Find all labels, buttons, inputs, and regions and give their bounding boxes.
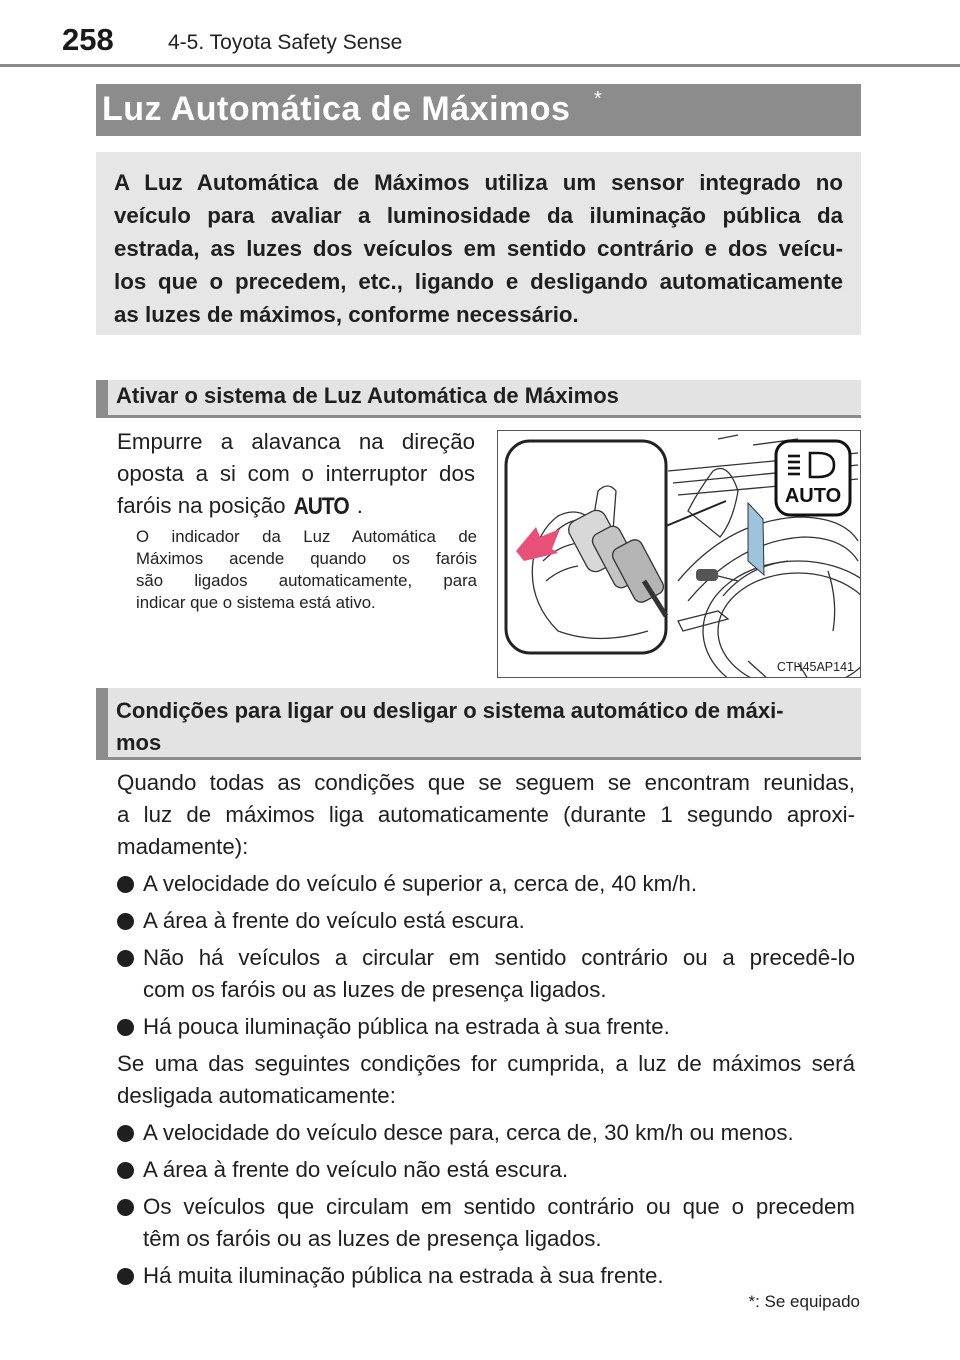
list-item-line: com os faróis ou as luzes de presença ligados.	[143, 977, 607, 1002]
list-item-line: A velocidade do veículo desce para, cerca de, 30 km/h ou menos.	[143, 1120, 794, 1145]
bullet-icon	[117, 876, 134, 893]
list-item	[117, 905, 855, 937]
footnote-asterisk-mark: *	[748, 1292, 756, 1311]
paragraph-line: Quando todas as condições que se seguem se encontram reunidas,	[117, 770, 855, 795]
section-heading-text: Ativar o sistema de Luz Automática de Máximos	[116, 383, 619, 408]
intro-line: as luzes de máximos, conforme necessário.	[114, 302, 579, 327]
running-head: 4-5. Toyota Safety Sense	[168, 31, 403, 54]
step-line	[117, 490, 475, 523]
footnote	[748, 1292, 860, 1312]
list-item-line: Há muita iluminação pública na estrada à sua frente.	[143, 1263, 664, 1288]
on-intro-paragraph	[117, 767, 855, 863]
switch-stub	[696, 569, 718, 581]
bullet-icon	[117, 913, 134, 930]
note-line: são ligados automaticamente, para	[136, 571, 477, 590]
intro-line: A Luz Automática de Máximos utiliza um sensor integrado no	[114, 170, 843, 195]
section-heading-text	[116, 695, 861, 759]
step-line: oposta a si com o interruptor dos	[117, 461, 475, 486]
list-item-line: Os veículos que circulam em sentido contrário ou que o precedem	[143, 1194, 855, 1219]
list-item	[117, 1191, 855, 1255]
note-line: Máximos acende quando os faróis	[136, 549, 477, 568]
list-item-line: A velocidade do veículo é superior a, cerca de, 40 km/h.	[143, 871, 698, 896]
cluster-panel	[748, 503, 764, 575]
step-line-text: faróis na posição	[117, 493, 286, 518]
intro-line: los que o precedem, etc., ligando e desligando automaticamente	[114, 269, 843, 294]
bullet-icon	[117, 1162, 134, 1179]
list-item	[117, 942, 855, 1006]
step-line-end: .	[356, 493, 363, 518]
footnote-text: : Se equipado	[755, 1292, 860, 1311]
bullet-icon	[117, 1199, 134, 1216]
illustration-svg	[498, 431, 861, 678]
list-item	[117, 1154, 855, 1186]
step-instruction	[117, 426, 475, 523]
bullet-icon	[117, 1125, 134, 1142]
paragraph-line: a luz de máximos liga automaticamente (durante 1 segundo aproxi-	[117, 802, 855, 827]
bullet-icon	[117, 950, 134, 967]
title-asterisk-mark: *	[594, 88, 602, 110]
list-item-line: Há pouca iluminação pública na estrada à sua frente.	[143, 1014, 670, 1039]
list-item	[117, 1011, 855, 1043]
figure-code: CTH45AP141	[776, 660, 854, 674]
list-item-line: A área à frente do veículo está escura.	[143, 908, 525, 933]
paragraph-line: desligada automaticamente:	[117, 1083, 396, 1108]
title-bar	[96, 84, 861, 136]
headlight-switch-illustration	[497, 430, 861, 678]
bullet-icon	[117, 1019, 134, 1036]
section-heading-conditions	[96, 688, 861, 760]
note-line: O indicador da Luz Automática de	[136, 527, 477, 546]
off-intro-paragraph	[117, 1048, 855, 1112]
note-line: indicar que o sistema está ativo.	[136, 593, 376, 612]
callout-leader	[666, 501, 726, 526]
list-item	[117, 1260, 855, 1292]
indicator-note	[136, 526, 477, 614]
paragraph-line: Se uma das seguintes condições for cumprida, a luz de máximos será	[117, 1051, 855, 1076]
list-item-line: A área à frente do veículo não está escura.	[143, 1157, 569, 1182]
bullet-icon	[117, 1268, 134, 1285]
section-heading-activate	[96, 380, 861, 418]
intro-box	[96, 152, 861, 335]
list-item	[117, 868, 855, 900]
page-number: 258	[62, 22, 114, 57]
page-title: Luz Automática de Máximos	[102, 90, 571, 128]
callout-auto-label: AUTO	[784, 485, 842, 507]
header-rule	[0, 64, 960, 67]
conditions-body	[117, 767, 855, 1292]
list-item-line: Não há veículos a circular em sentido contrário ou a precedê-lo	[143, 945, 855, 970]
step-line: Empurre a alavanca na direção	[117, 429, 475, 454]
paragraph-line: madamente):	[117, 834, 249, 859]
heading-line: mos	[116, 730, 162, 755]
intro-line: veículo para avaliar a luminosidade da iluminação pública da	[114, 203, 843, 228]
auto-symbol-icon: AUTO	[293, 493, 349, 520]
list-item	[117, 1117, 855, 1149]
intro-line: estrada, as luzes dos veículos em sentido contrário e dos veícu-	[114, 236, 843, 261]
heading-line: Condições para ligar ou desligar o sistema automático de máxi-	[116, 698, 784, 723]
list-item-line: têm os faróis ou as luzes de presença ligados.	[143, 1226, 602, 1251]
